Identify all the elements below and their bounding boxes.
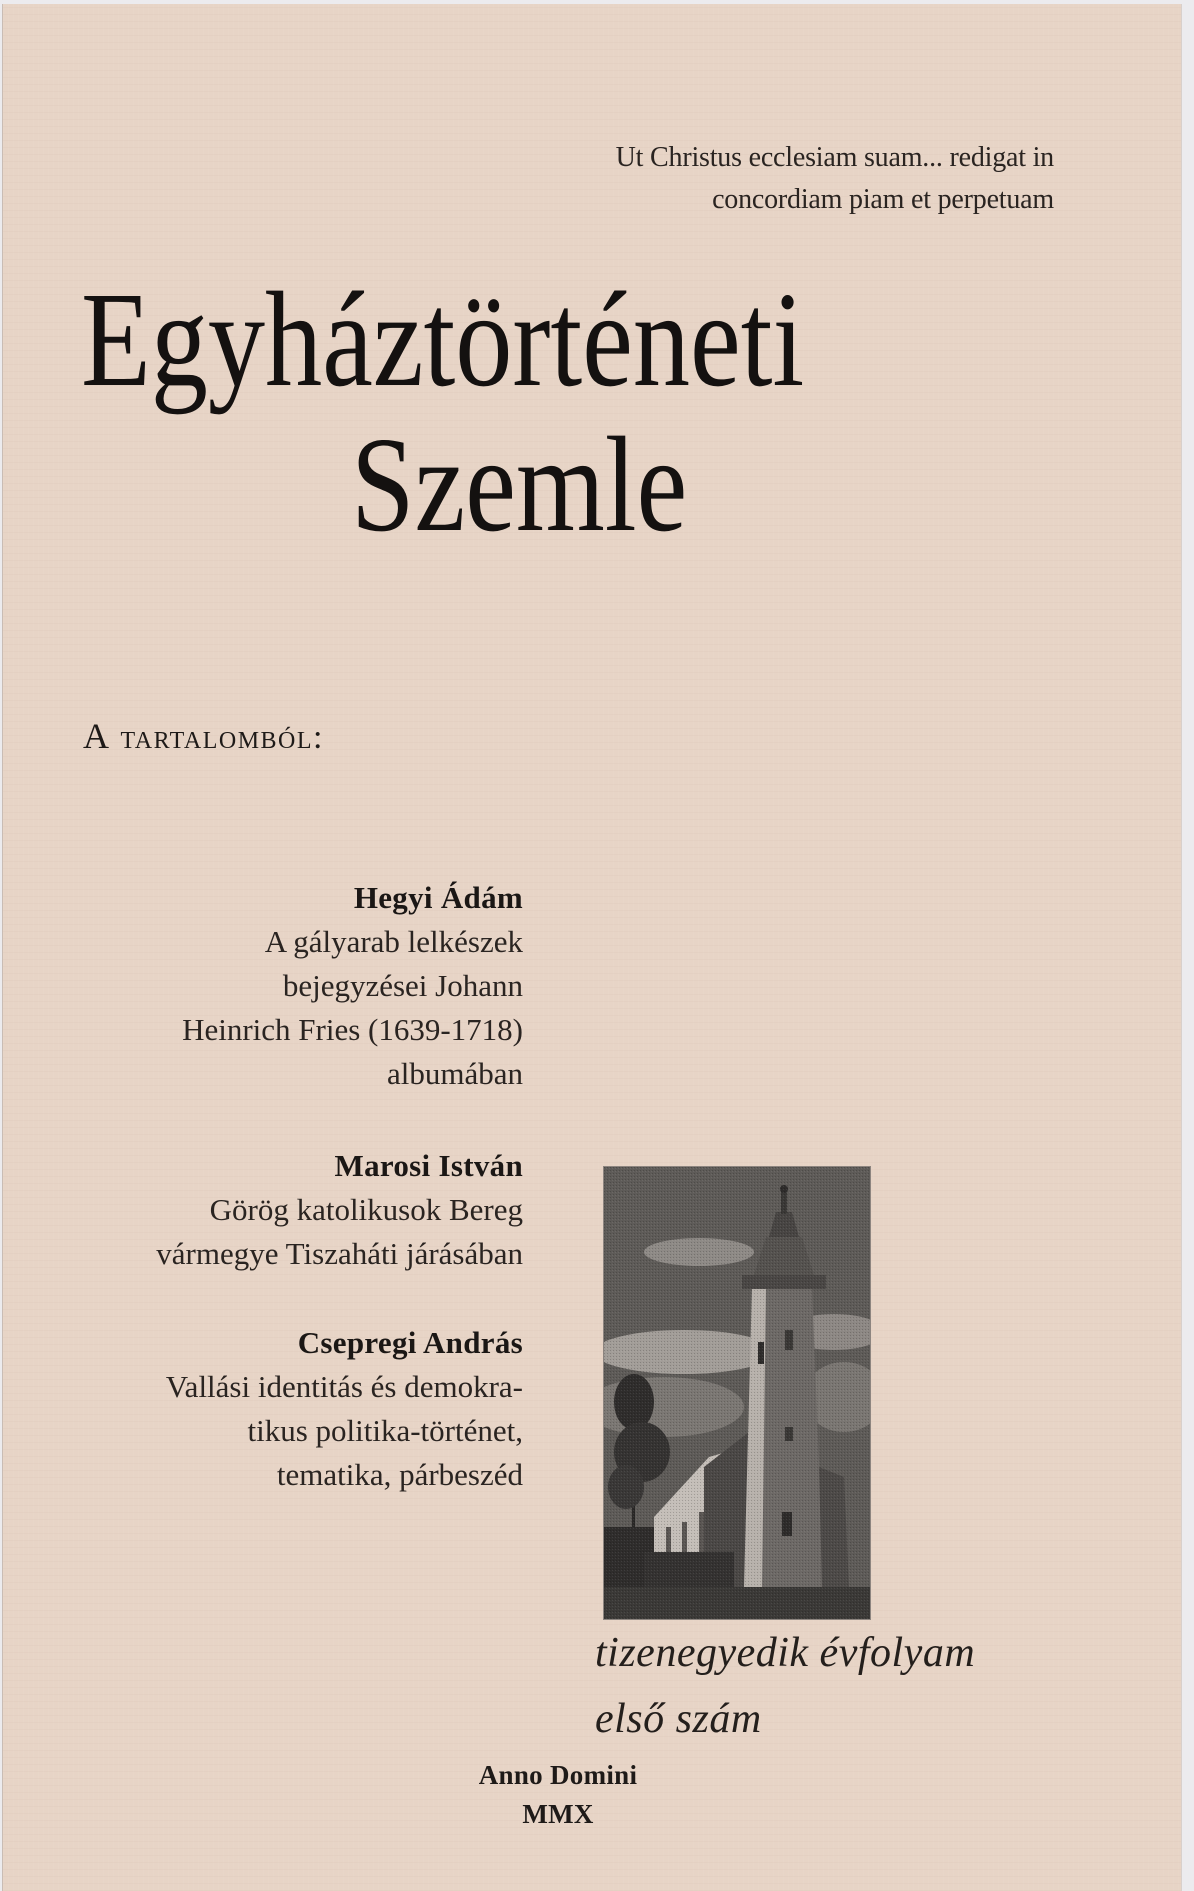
article-title-line: tematika, párbeszéd: [276, 1457, 523, 1492]
epigraph: [616, 137, 1054, 221]
issue-info: [595, 1620, 975, 1752]
article-title-line: bejegyzései Johann: [282, 968, 523, 1003]
article-author: Hegyi Ádám: [353, 880, 523, 915]
article-title-line: tikus politika-történet,: [247, 1413, 523, 1448]
contents-heading-rest: tartalomból:: [110, 719, 324, 756]
article-author: Marosi István: [334, 1148, 523, 1183]
article-title-line: A gályarab lelkészek: [264, 924, 523, 959]
church-illustration: [604, 1167, 870, 1619]
article-item: [43, 1321, 523, 1497]
anno-domini-label: Anno Domini: [478, 1760, 638, 1790]
publication-year: [408, 1756, 708, 1834]
article-title-line: Heinrich Fries (1639-1718): [182, 1012, 523, 1047]
issue-number-label: első szám: [595, 1696, 762, 1742]
year-roman-numeral: MMX: [522, 1799, 594, 1829]
contents-heading: [83, 716, 324, 758]
journal-title-line-1: Egyháztörténeti: [81, 265, 805, 415]
article-title-line: vármegye Tiszaháti járásában: [156, 1236, 523, 1271]
article-item: [43, 1144, 523, 1276]
epigraph-line: concordiam piam et perpetuam: [712, 184, 1054, 215]
article-title-line: Görög katolikusok Bereg: [209, 1192, 523, 1227]
contents-heading-initial: A: [83, 716, 111, 756]
article-item: [43, 876, 523, 1096]
article-author: Csepregi András: [297, 1325, 523, 1360]
article-list: [43, 876, 523, 1497]
journal-cover: [2, 4, 1181, 1891]
church-tower-photo: [603, 1166, 871, 1620]
volume-label: tizenegyedik évfolyam: [595, 1630, 976, 1676]
article-title-line: Vallási identitás és demokra-: [165, 1369, 523, 1404]
epigraph-line: Ut Christus ecclesiam suam... redigat in: [615, 142, 1054, 173]
journal-title-line-2: Szemle: [351, 410, 688, 560]
article-title-line: albumában: [386, 1056, 523, 1091]
